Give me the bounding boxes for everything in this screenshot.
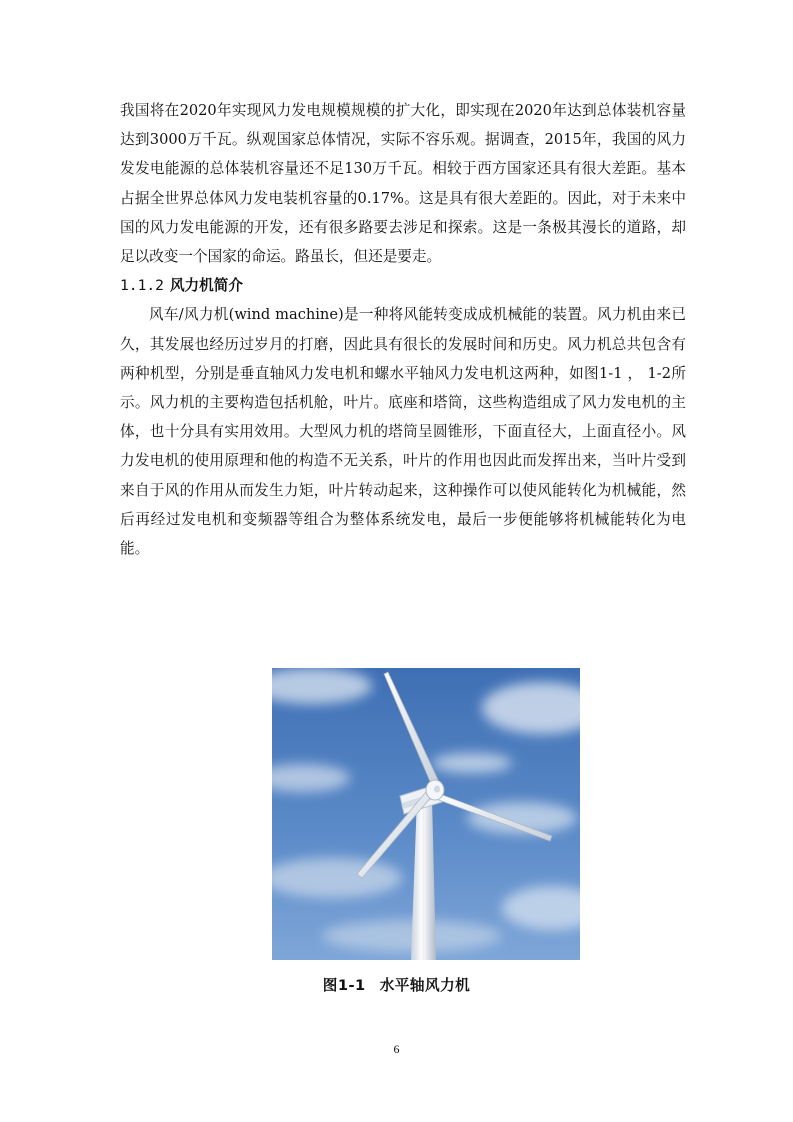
figure-title: 水平轴风力机 — [379, 977, 471, 994]
section-number: 1.1.2 — [120, 277, 164, 295]
page-number: 6 — [393, 1042, 400, 1056]
paragraph-2: 风车/风力机(wind machine)是一种将风能转变成成机械能的装置。风力机由来已久，其发展也经历过岁月的打磨，因此具有很长的发展时间和历史。风力机总共包含有两种机型，分别是垂直轴风力发电机和螺水平轴风力发电机这两种，如图1-1 ， 1-2所示。风力机的主要构造包括机舱，叶片。底座和塔筒，这些构造组成了风力发电机的主体，也十分具有实用效用。大型风力机的塔筒呈圆锥形，下面直径大，上面直径小。风力发电机的使用原理和他的构造不无关系，叶片的作用也因此而发挥出来，当叶片受到来自于风的作用从而发生力矩，叶片转动起来，这种操作可以使风能转化为机械能，然后再经过发电机和变频器等组合为整体系统发电，最后一步便能够将机械能转化为电能。 — [120, 306, 686, 558]
figure-caption — [0, 974, 793, 995]
section-heading — [120, 271, 686, 300]
section-title: 风力机简介 — [169, 277, 243, 295]
body-text — [120, 96, 686, 563]
wind-turbine-illustration — [272, 668, 580, 960]
figure-number: 图1-1 — [322, 977, 366, 994]
wind-turbine-photo — [272, 668, 580, 960]
paragraph-1: 我国将在2020年实现风力发电规模规模的扩大化，即实现在2020年达到总体装机容量达到3000万千瓦。纵观国家总体情况，实际不容乐观。据调查，2015年，我国的风力发发电能源的总体装机容量还不足130万千瓦。相较于西方国家还具有很大差距。基本占据全世界总体风力发电装机容量的0.17%。这是具有很大差距的。因此，对于未来中国的风力发电能源的开发，还有很多路要去涉足和探索。这是一条极其漫长的道路，却足以改变一个国家的命运。路虽长，但还是要走。 — [120, 102, 686, 266]
